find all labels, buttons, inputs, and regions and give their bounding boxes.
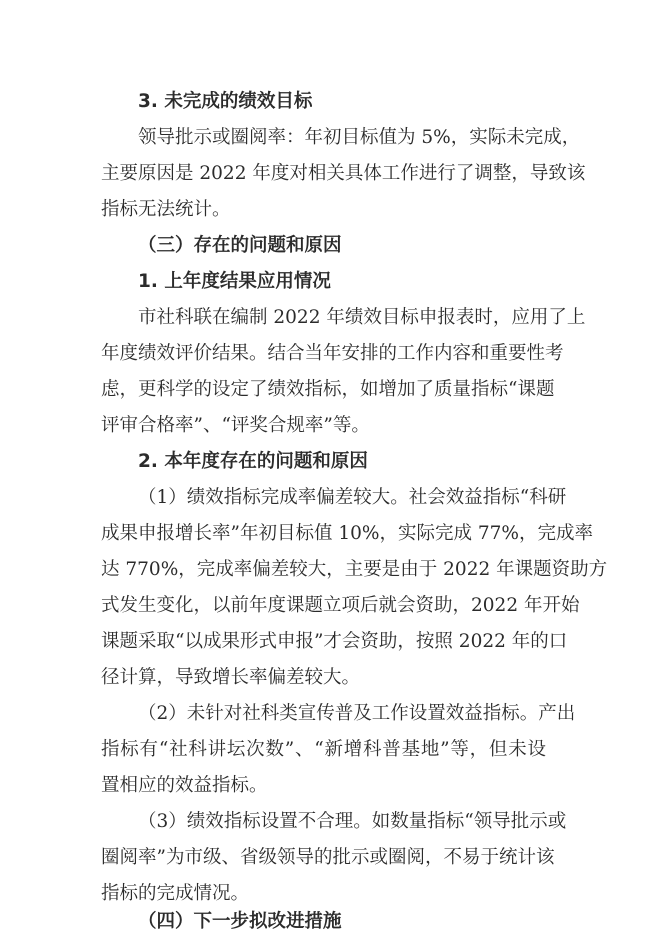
item3-para-line: 指标的完成情况。: [101, 883, 250, 904]
section3-title: 3. 未完成的绩效目标: [138, 91, 313, 112]
section3-para-line: 指标无法统计。: [101, 199, 231, 220]
sub1-para-line: 虑，更科学的设定了绩效指标，如增加了质量指标“课题: [101, 379, 555, 400]
item1-para-line: 径计算，导致增长率偏差较大。: [101, 667, 361, 688]
item2-para-line: （2）未针对社科类宣传普及工作设置效益指标。产出: [138, 703, 576, 724]
item1-para-line: 课题采取“以成果形式申报”才会资助，按照 2022 年的口: [101, 631, 568, 652]
part4-title: （四）下一步拟改进措施: [138, 911, 342, 932]
sub1-para-line: 评审合格率”、“评奖合规率”等。: [101, 415, 370, 436]
part3-title: （三）存在的问题和原因: [138, 235, 342, 256]
item3-para-line: （3）绩效指标设置不合理。如数量指标“领导批示或: [138, 811, 567, 832]
item2-para-line: 指标有“社科讲坛次数”、“新增科普基地”等，但未设: [101, 739, 546, 760]
item1-para-line: 成果申报增长率”年初目标值 10%，实际完成 77%，完成率: [101, 523, 593, 544]
item1-para-line: （1）绩效指标完成率偏差较大。社会效益指标“科研: [138, 487, 567, 508]
item3-para-line: 圈阅率”为市级、省级领导的批示或圈阅，不易于统计该: [101, 847, 555, 868]
section3-para-line: 主要原因是 2022 年度对相关具体工作进行了调整，导致该: [101, 163, 586, 184]
sub1-para-line: 市社科联在编制 2022 年绩效目标申报表时，应用了上: [138, 307, 586, 328]
sub1-para-line: 年度绩效评价结果。结合当年安排的工作内容和重要性考: [101, 343, 564, 364]
sub2-title: 2. 本年度存在的问题和原因: [138, 451, 368, 472]
sub1-title: 1. 上年度结果应用情况: [138, 271, 331, 292]
item2-para-line: 置相应的效益指标。: [101, 775, 268, 796]
item1-para-line: 式发生变化，以前年度课题立项后就会资助，2022 年开始: [101, 595, 580, 616]
item1-para-line: 达 770%，完成率偏差较大，主要是由于 2022 年课题资助方: [101, 559, 608, 580]
section3-para-line: 领导批示或圈阅率：年初目标值为 5%，实际未完成，: [138, 127, 581, 148]
